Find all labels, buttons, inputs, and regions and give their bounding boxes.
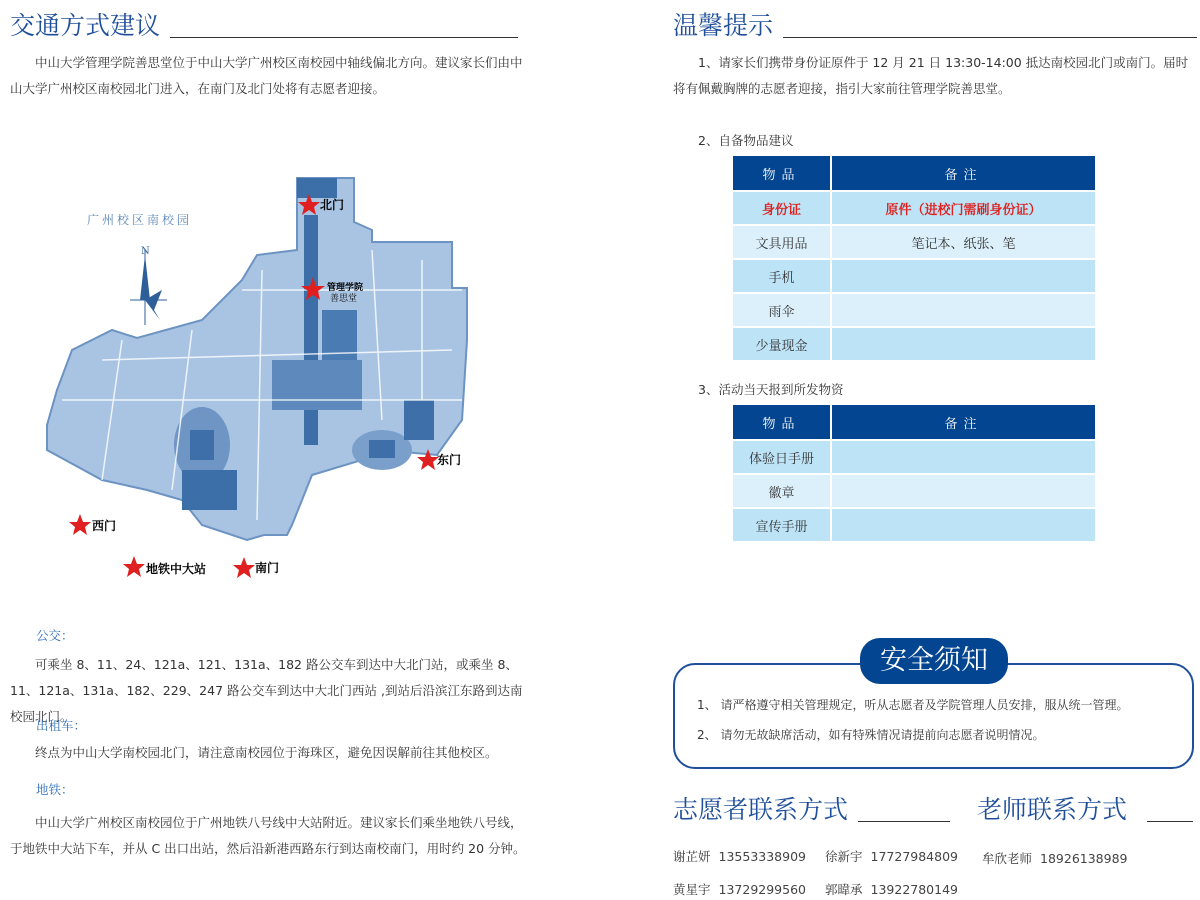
table1-caption: 2、自备物品建议 — [698, 133, 794, 148]
tip-note-1: 1、请家长们携带身份证原件于 12 月 21 日 13:30-14:00 抵达南校园北门或南门。届时将有佩戴胸牌的志愿者迎接，指引大家前往管理学院善思堂。 — [673, 55, 1189, 96]
table-header — [733, 405, 1095, 439]
contact-name: 牟欣老师 — [982, 851, 1033, 866]
safety-title: 安全须知 — [860, 638, 1008, 684]
title-underline — [783, 37, 1197, 38]
contact-name: 谢芷妍 — [673, 849, 711, 864]
table-row — [733, 294, 1095, 326]
teacher-contact — [982, 849, 1128, 867]
metro-label: 地铁： — [36, 782, 74, 797]
campus-label: 广州校区南校园 — [87, 213, 193, 227]
label-west-gate: 西门 — [92, 519, 117, 533]
cell-note — [832, 260, 1095, 292]
cell-item: 手机 — [733, 260, 830, 292]
cell-item: 徽章 — [733, 475, 830, 507]
safety-item-1: 1、 请严格遵守相关管理规定，听从志愿者及学院管理人员安排，服从统一管理。 — [697, 698, 1129, 712]
title-underline — [170, 37, 518, 38]
title-text: 老师联系方式 — [977, 795, 1128, 824]
campus-map — [42, 160, 504, 588]
volunteer-contacts-title — [673, 790, 950, 826]
volunteer-contact — [825, 880, 958, 898]
marker-west-gate — [69, 514, 91, 535]
cell-item: 少量现金 — [733, 328, 830, 360]
cell-item: 体验日手册 — [733, 441, 830, 473]
intro-paragraph: 中山大学管理学院善思堂位于中山大学广州校区南校园中轴线偏北方向。建议家长们由中山大学广州校区南校园北门进入，在南门及北门处将有志愿者迎接。 — [10, 55, 523, 96]
contact-phone: 13729299560 — [718, 882, 806, 897]
bus-label: 公交： — [36, 628, 74, 643]
cell-note: 笔记本、纸张、笔 — [832, 226, 1095, 258]
bus-text: 可乘坐 8、11、24、121a、121、131a、182 路公交车到达中大北门站，或乘坐 8、11、121a、131a、182、229、247 路公交车到达中大北门西站 ,到站后沿滨江东路到达南校园北门。 — [10, 657, 523, 724]
volunteer-contact — [673, 847, 806, 865]
cell-item: 雨伞 — [733, 294, 830, 326]
volunteer-contact — [673, 880, 806, 898]
cell-item: 身份证 — [733, 192, 830, 224]
cell-note — [832, 328, 1095, 360]
cell-item: 文具用品 — [733, 226, 830, 258]
cell-note — [832, 509, 1095, 541]
table-row — [733, 192, 1095, 224]
north-label: N — [141, 246, 150, 257]
self-prepared-items-table — [731, 154, 1097, 362]
table-row — [733, 475, 1095, 507]
volunteer-contact — [825, 847, 958, 865]
compass-icon — [130, 250, 167, 325]
contact-phone: 18926138989 — [1040, 851, 1128, 866]
table-row — [733, 509, 1095, 541]
title-underline — [858, 821, 950, 822]
cell-note — [832, 475, 1095, 507]
cell-note — [832, 441, 1095, 473]
contact-phone: 17727984809 — [870, 849, 958, 864]
distributed-items-table — [731, 403, 1097, 543]
table-row — [733, 226, 1095, 258]
label-east-gate: 东门 — [437, 453, 462, 467]
safety-item-2: 2、 请勿无故缺席活动，如有特殊情况请提前向志愿者说明情况。 — [697, 728, 1045, 742]
contact-phone: 13922780149 — [870, 882, 958, 897]
cell-note — [832, 294, 1095, 326]
taxi-label: 出租车： — [36, 718, 87, 733]
contact-name: 徐新宇 — [825, 849, 863, 864]
taxi-text: 终点为中山大学南校园北门，请注意南校园位于海珠区，避免因误解前往其他校区。 — [35, 745, 498, 760]
contact-name: 黄星宇 — [673, 882, 711, 897]
cell-note: 原件（进校门需刷身份证） — [832, 192, 1095, 224]
label-shansi-hall: 善思堂 — [330, 294, 358, 304]
table-row — [733, 260, 1095, 292]
metro-text: 中山大学广州校区南校园位于广州地铁八号线中大站附近。建议家长们乘坐地铁八号线，于地铁中大站下车，并从 C 出口出站，然后沿新港西路东行到达南校南门，用时约 20 分钟。 — [10, 815, 526, 856]
title-text: 交通方式建议 — [10, 11, 161, 40]
cell-item: 宣传手册 — [733, 509, 830, 541]
table-row — [733, 328, 1095, 360]
title-text: 志愿者联系方式 — [673, 795, 849, 824]
header-item: 物品 — [733, 156, 830, 190]
marker-south-gate — [233, 557, 255, 578]
label-south-gate: 南门 — [255, 561, 280, 575]
header-note: 备注 — [832, 405, 1095, 439]
table-header — [733, 156, 1095, 190]
marker-metro — [123, 556, 145, 577]
header-item: 物品 — [733, 405, 830, 439]
tips-title — [673, 6, 1197, 42]
header-note: 备注 — [832, 156, 1095, 190]
contact-name: 郭暐承 — [825, 882, 863, 897]
contact-phone: 13553338909 — [718, 849, 806, 864]
title-text: 温馨提示 — [673, 11, 774, 40]
table-row — [733, 441, 1095, 473]
label-metro-station: 地铁中大站 — [146, 562, 207, 576]
teacher-contacts-title — [977, 790, 1193, 826]
table2-caption: 3、活动当天报到所发物资 — [698, 382, 844, 397]
label-north-gate: 北门 — [320, 198, 345, 212]
transport-title — [10, 6, 518, 42]
label-management-school: 管理学院 — [327, 283, 364, 293]
title-underline — [1147, 821, 1193, 822]
